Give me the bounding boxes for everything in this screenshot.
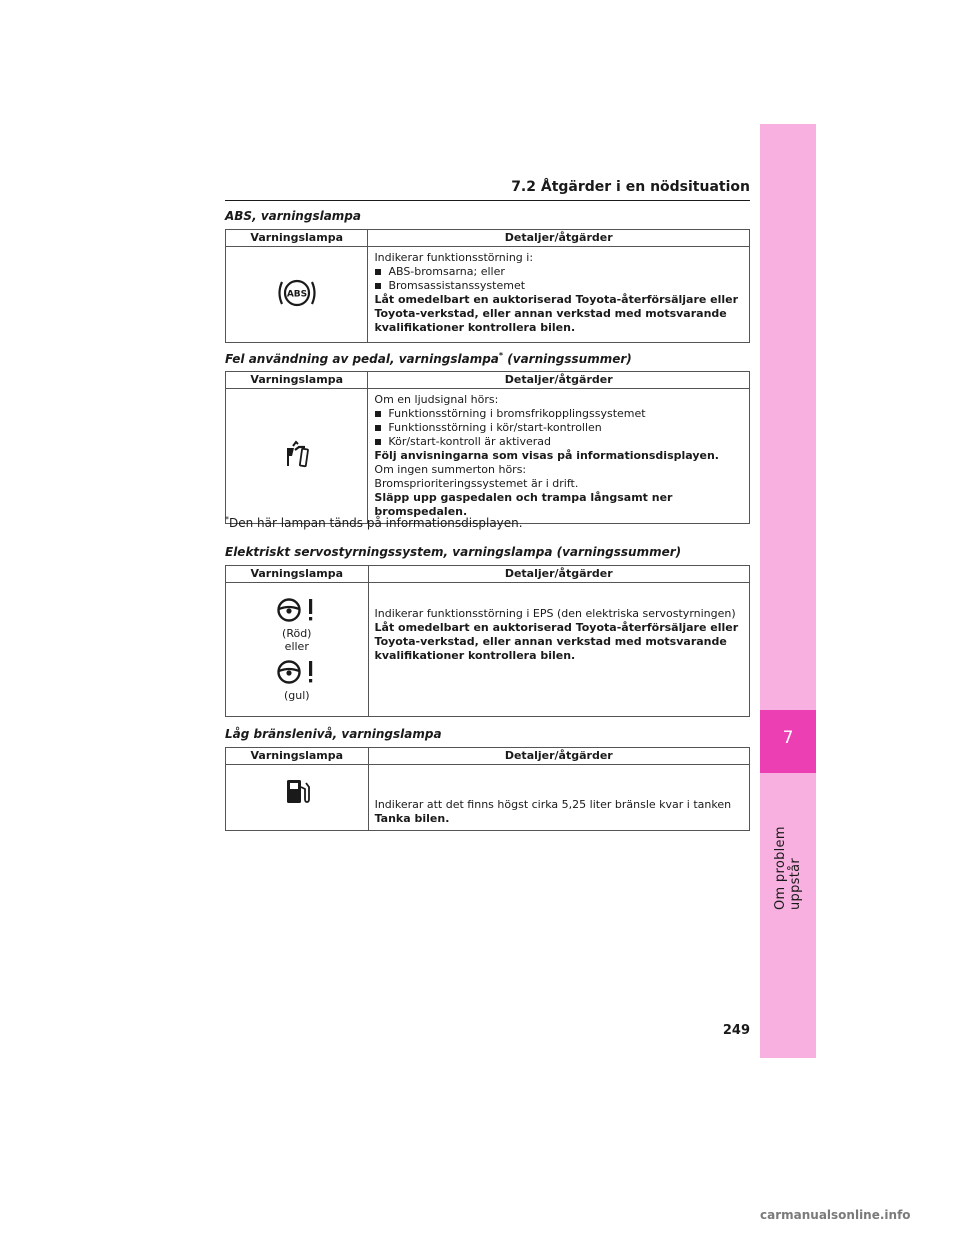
abs-table — [225, 229, 750, 343]
pedal-table — [225, 371, 750, 524]
abs-bullet: ABS-bromsarna; eller — [374, 265, 743, 279]
pedal-details — [368, 389, 750, 524]
col-details-header: Detaljer/åtgärder — [368, 230, 750, 247]
col-details-header: Detaljer/åtgärder — [368, 372, 750, 389]
abs-details — [368, 247, 750, 343]
section-header: 7.2 Åtgärder i en nödsituation — [225, 180, 750, 201]
red-label: (Röd) — [282, 627, 312, 640]
pedal-icon-cell — [226, 389, 368, 524]
col-lamp-header: Varningslampa — [226, 372, 368, 389]
col-lamp-header: Varningslampa — [226, 230, 368, 247]
col-details-header: Detaljer/åtgärder — [368, 566, 749, 583]
yellow-label: (gul) — [283, 689, 310, 702]
pedal-section-title — [225, 351, 632, 366]
pedal-bullet: Funktionsstörning i bromsfrikopplingssystemet — [374, 407, 743, 421]
abs-warning-icon — [276, 277, 318, 309]
abs-icon-text: ABS — [286, 289, 307, 299]
or-label: eller — [284, 640, 309, 653]
eps-table — [225, 565, 750, 717]
footnote-mark: * — [498, 351, 504, 360]
eps-action: Låt omedelbart en auktoriserad Toyota-återförsäljare eller Toyota-verkstad, eller annan verkstad med motsvarande kvalifikationer kontrollera bilen. — [374, 620, 739, 662]
eps-line1: Indikerar funktionsstörning i EPS (den elektriska servostyrningen) — [374, 606, 736, 620]
fuel-pump-icon — [282, 777, 312, 807]
col-details-header: Detaljer/åtgärder — [368, 748, 749, 765]
steering-warning-icon — [275, 659, 319, 685]
pedal-warning-icon — [279, 436, 315, 472]
pedal-bullet: Funktionsstörning i kör/start-kontrollen — [374, 421, 743, 435]
abs-bullet: Bromsassistanssystemet — [374, 279, 743, 293]
pedal-line3: Bromsprioriteringssystemet är i drift. — [374, 477, 579, 490]
chapter-side-tab — [760, 124, 816, 1058]
pedal-line2: Om ingen summerton hörs: — [374, 463, 527, 476]
fuel-table — [225, 747, 750, 831]
pedal-action1: Följ anvisningarna som visas på informationsdisplayen. — [374, 449, 719, 462]
eps-details — [368, 583, 749, 717]
eps-icon-cell — [226, 583, 369, 717]
pedal-line1: Om en ljudsignal hörs: — [374, 393, 499, 406]
page-number: 249 — [722, 1023, 750, 1038]
fuel-icon-cell — [226, 765, 369, 831]
col-lamp-header: Varningslampa — [226, 748, 369, 765]
abs-section-title: ABS, varningslampa — [225, 209, 361, 223]
pedal-action2: Släpp upp gaspedalen och trampa långsamt ner bromspedalen. — [374, 491, 673, 518]
steering-warning-icon — [275, 597, 319, 623]
fuel-action: Tanka bilen. — [374, 812, 450, 825]
abs-intro: Indikerar funktionsstörning i: — [374, 251, 534, 264]
fuel-line1: Indikerar att det finns högst cirka 5,25 liter bränsle kvar i tanken — [374, 798, 732, 811]
chapter-label: Om problem uppstår — [773, 826, 803, 910]
pedal-title-suffix: (varningssummer) — [503, 352, 632, 366]
pedal-bullet: Kör/start-kontroll är aktiverad — [374, 435, 743, 449]
footnote-mark: * — [225, 515, 229, 524]
fuel-details — [368, 765, 749, 831]
chapter-number: 7 — [782, 728, 794, 748]
fuel-section-title: Låg bränslenivå, varningslampa — [225, 727, 442, 741]
abs-action: Låt omedelbart en auktoriserad Toyota-återförsäljare eller Toyota-verkstad, eller annan verkstad med motsvarande kvalifikationer kontrollera bilen. — [374, 293, 739, 334]
watermark: carmanualsonline.info — [760, 1208, 911, 1222]
footnote-text: Den här lampan tänds på informationsdisplayen. — [229, 516, 523, 530]
abs-icon-cell — [226, 247, 368, 343]
col-lamp-header: Varningslampa — [226, 566, 369, 583]
pedal-title-text: Fel användning av pedal, varningslampa — [225, 352, 499, 366]
eps-section-title: Elektriskt servostyrningssystem, varningslampa (varningssummer) — [225, 545, 682, 559]
footnote — [225, 515, 523, 530]
